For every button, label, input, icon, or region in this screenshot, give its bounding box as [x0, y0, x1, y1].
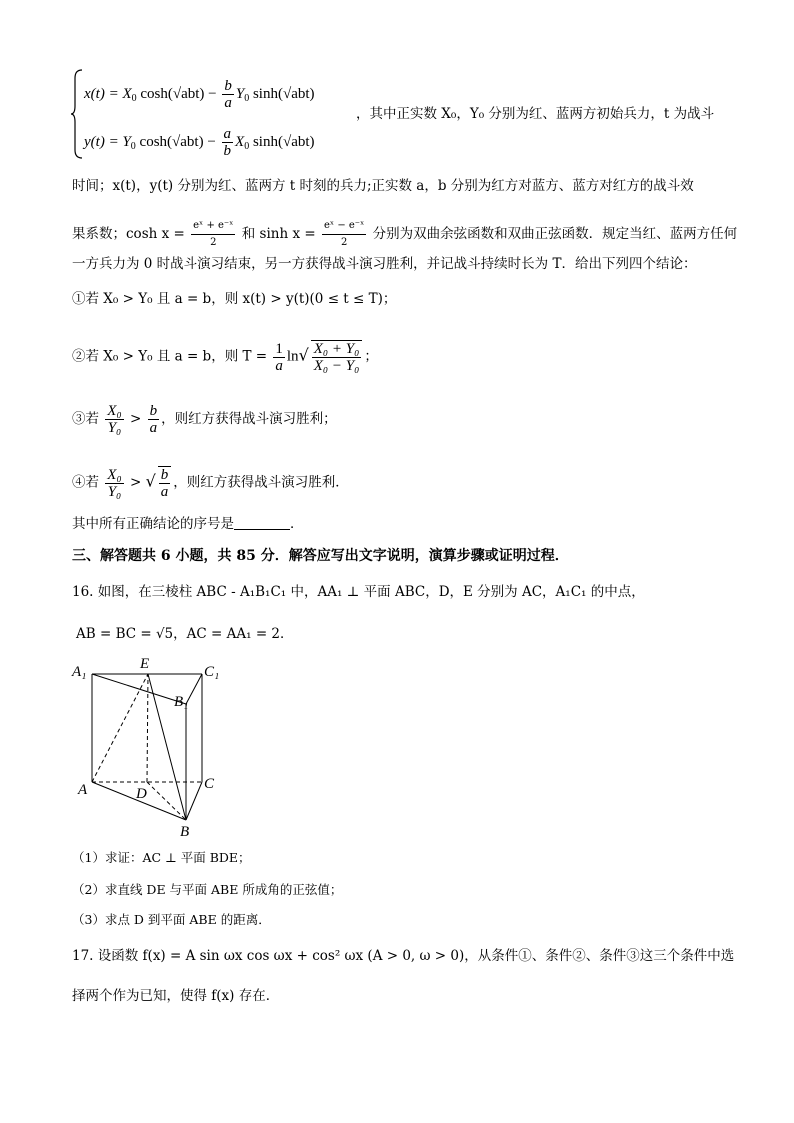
prism-figure [70, 652, 230, 842]
q16-line-1: 16. 如图，在三棱柱 ABC - A₁B₁C₁ 中，AA₁ ⊥ 平面 ABC，D，E 分别为 AC，A₁C₁ 的中点， [72, 584, 645, 600]
conclusion-2: ②若 X₀ > Y₀ 且 a = b，则 T = $\frac{1}{a}$ ln√ $\frac{\text{X₀ + Y₀}}{\text{X₀ − Y₀}}$ ； [72, 340, 378, 374]
para-line-3: 一方兵力为 0 时战斗演习结束，另一方获得战斗演习胜利，并记战斗持续时长为 T．给出下列四个结论： [72, 256, 697, 272]
para-line-1: 时间；x(t)，y(t) 分别为红、蓝两方 t 时刻的兵力;正实数 a，b 分别为红方对蓝方、蓝方对红方的战斗效 [72, 178, 694, 194]
label-d: D [136, 786, 147, 802]
label-b1: B₁ [174, 694, 189, 710]
edge-b1-c1 [186, 674, 202, 704]
label-c1: C₁ [204, 664, 220, 680]
q17-line-2: 择两个作为已知，使得 f(x) 存在． [72, 988, 280, 1004]
edge-b-c [186, 782, 202, 820]
q16-part-2: （2）求直线 DE 与平面 ABE 所成角的正弦值； [72, 882, 343, 897]
answer-blank[interactable] [234, 515, 290, 530]
left-brace [70, 68, 84, 160]
label-a: A [78, 782, 88, 798]
edge-a-e [92, 674, 148, 782]
q16-line-2: AB = BC = √5，AC = AA₁ = 2． [76, 626, 294, 642]
answer-prompt: 其中所有正确结论的序号是 ． [72, 516, 304, 532]
edge-d-e [147, 674, 148, 782]
label-a1: A₁ [72, 664, 87, 680]
label-c: C [204, 776, 215, 792]
conclusion-1: ①若 X₀ > Y₀ 且 a = b，则 x(t) > y(t)(0 ≤ t ≤ T)； [72, 291, 397, 307]
q16-part-1: （1）求证：AC ⊥ 平面 BDE； [72, 850, 251, 865]
equation-x: $x(t) = X_0$ cosh(√abt) − $\frac{b}{a}$ $Y_0$ sinh(√abt) [84, 78, 315, 111]
edge-a1-b1 [92, 674, 186, 704]
q17-line-1: 17. 设函数 f(x) = A sin ωx cos ωx + cos² ωx (A > 0, ω > 0)，从条件①、条件②、条件③这三个条件中选 [72, 948, 735, 964]
equation-note: ，其中正实数 X₀，Y₀ 分别为红、蓝两方初始兵力，t 为战斗 [356, 106, 715, 122]
conclusion-3: ③若 $\frac{\text{X₀}}{\text{Y₀}}$ > $\frac{b}{a}$ ，则红方获得战斗演习胜利； [72, 403, 337, 436]
conclusion-4: ④若 $\frac{\text{X₀}}{\text{Y₀}}$ > √ $\frac{b}{a}$ ，则红方获得战斗演习胜利． [72, 466, 349, 500]
section-heading: 三、解答题共 6 小题，共 85 分．解答应写出文字说明，演算步骤或证明过程． [72, 548, 569, 564]
para-line-2: 果系数；cosh x = $\frac{\text{eˣ + e⁻ˣ}}{2}$ 和 sinh x = $\frac{\text{eˣ − e⁻ˣ}}{2}$ 分别为双曲余弦函数和双曲正弦函数．规定当红、蓝两方任何 [72, 220, 738, 248]
equation-y: $y(t) = Y_0$ cosh(√abt) − $\frac{a}{b}$ $X_0$ sinh(√abt) [84, 126, 315, 159]
edge-d-b [147, 782, 186, 820]
label-b: B [180, 824, 190, 840]
q16-part-3: （3）求点 D 到平面 ABE 的距离． [72, 912, 271, 927]
label-e: E [140, 656, 150, 672]
